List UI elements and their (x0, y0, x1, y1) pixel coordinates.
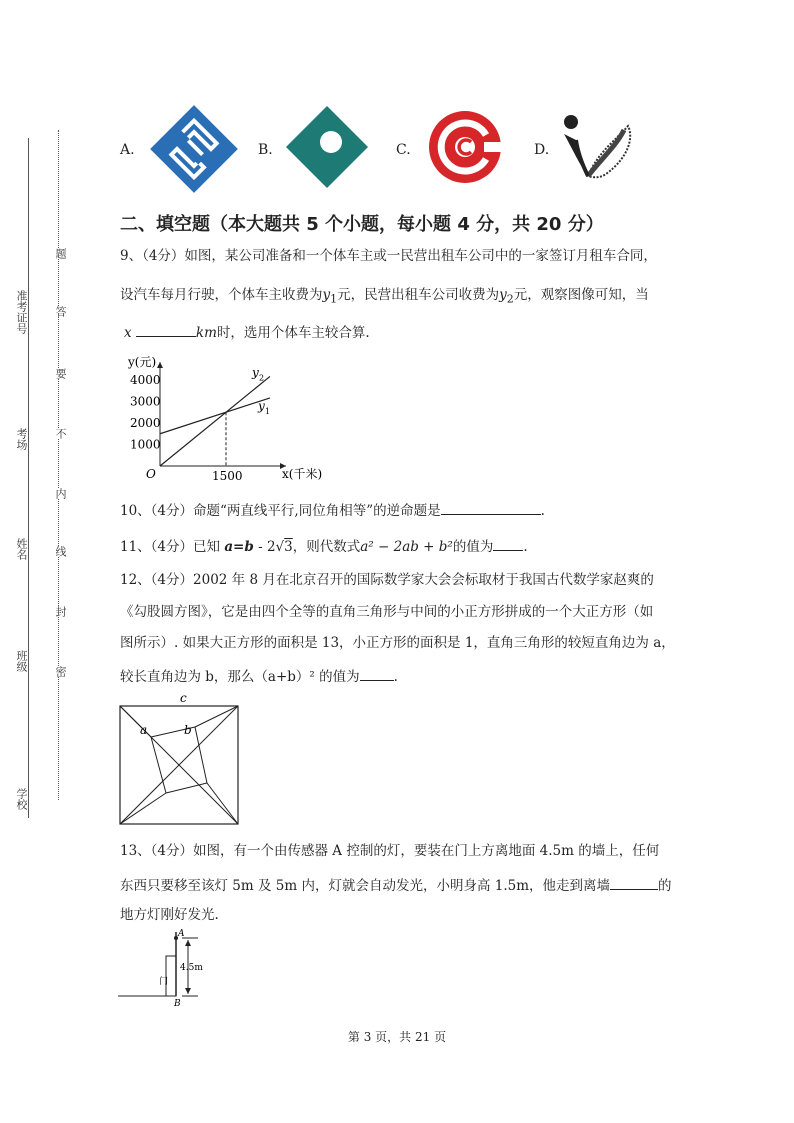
q11-end: . (523, 539, 528, 555)
option-a-logo (148, 103, 240, 195)
q9-y1: y (322, 287, 331, 303)
chart-y-tick-label: 2000 (130, 416, 161, 430)
q12-figure (114, 690, 246, 832)
q13-line2 (120, 877, 672, 894)
seal-char: 内 (54, 488, 67, 499)
q13-fig-label-a: A (178, 929, 185, 939)
q12-line3: 图所示）. 如果大正方形的面积是 13，小正方形的面积是 1，直角三角形的较短直角边为 a， (120, 635, 675, 651)
q12-end: . (393, 669, 398, 685)
page-footer: 第 3 页，共 21 页 (347, 1030, 447, 1044)
q13-text: 东西只要移至该灯 5m 及 5m 内，灯就会自动发光，小明身高 1.5m，他走到离墙 (120, 878, 611, 894)
chart-y-tick-label: 1000 (130, 437, 161, 452)
option-a-letter: A. (120, 142, 135, 158)
q12-line2: 《勾股圆方图》，它是由四个全等的直角三角形与中间的小正方形拼成的一个大正方形（如 (120, 604, 654, 620)
option-b-letter: B. (258, 142, 273, 158)
sidebar-label-name: 姓名 (15, 538, 28, 560)
q12-line1: 12、（4分）2002 年 8 月在北京召开的国际数学家大会会标取材于我国古代数学家赵爽的 (120, 572, 654, 588)
q9-answer-blank[interactable] (136, 324, 196, 337)
q9-x-var: x (124, 325, 132, 341)
q11-expression: a² − 2ab + b² (360, 539, 453, 555)
q13-answer-blank[interactable] (610, 877, 658, 890)
q9-line3 (124, 324, 370, 341)
chart-origin-label: O (146, 467, 156, 481)
q10-answer-blank[interactable] (441, 502, 541, 515)
q9-chart (118, 350, 348, 490)
chart-series-label-sub: 2 (259, 373, 265, 383)
q12-fig-label-b: b (184, 723, 192, 737)
seal-char: 封 (54, 606, 67, 617)
q13-figure (116, 926, 212, 1010)
option-c-logo (426, 108, 504, 186)
chart-series-label: y (252, 365, 259, 380)
seal-char: 要 (54, 368, 67, 379)
q11-text: 11、（4分）已知 (120, 539, 225, 555)
q13-fig-label-b: B (174, 999, 181, 1009)
seal-char: 不 (54, 428, 67, 439)
chart-series-label-sub: 1 (265, 406, 271, 416)
option-d-logo (558, 112, 636, 184)
chart-x-label: x(千米) (282, 467, 323, 481)
q11-radicand: 3 (284, 539, 293, 555)
q10-text: 10、（4分）命题“两直线平行,同位角相等”的逆命题是 (120, 503, 441, 519)
seal-char: 线 (54, 546, 67, 557)
q12-text: 较长直角边为 b，那么（a+b）² 的值为 (120, 669, 360, 685)
q11-line (120, 538, 528, 555)
binding-solid-line (28, 138, 29, 818)
chart-y-arrow (157, 362, 163, 368)
seal-char: 题 (54, 248, 67, 259)
q9-line2 (120, 289, 649, 305)
q9-text: 元，观察图像可知，当 (513, 287, 649, 303)
sidebar-label-school: 学校 (15, 788, 28, 810)
q11-text: - 2 (253, 539, 276, 555)
q11-text: ，则代数式 (292, 539, 361, 555)
sidebar-label-class: 班级 (15, 650, 28, 672)
q9-text: 元，民营出租车公司收费为 (337, 287, 500, 303)
q13-text: 的 (658, 878, 672, 894)
binding-dotted-line (58, 130, 59, 800)
q12-answer-blank[interactable] (360, 668, 394, 681)
sidebar-label-exam-id: 准考证号 (15, 290, 28, 334)
option-b-logo (284, 104, 370, 190)
q9-text: 时，选用个体车主较合算. (216, 325, 370, 341)
q9-y1-sub: 1 (330, 292, 338, 306)
q9-text: 设汽车每月行驶，个体车主收费为 (120, 287, 323, 303)
chart-y-tick-label: 3000 (130, 394, 161, 409)
seal-char: 答 (54, 306, 67, 317)
q12-fig-label-a: a (140, 723, 148, 737)
chart-x-tick-label: 1500 (212, 469, 243, 483)
q9-line1: 9、（4分）如图，某公司准备和一个体车主或一民营出租车公司中的一家签订月租车合同， (120, 248, 657, 264)
chart-series-line (160, 398, 270, 434)
q9-y2-sub: 2 (506, 292, 514, 306)
seal-char: 密 (54, 666, 67, 677)
section-title: 二、填空题（本大题共 5 个小题，每小题 4 分，共 20 分） (120, 214, 604, 235)
q10-end: . (540, 503, 545, 519)
chart-y-label: y(元) (128, 355, 157, 369)
q9-y2: y (499, 287, 507, 303)
q13-fig-height: 4.5m (180, 963, 203, 973)
chart-series-line (160, 376, 270, 466)
q13-line3: 地方灯刚好发光. (120, 907, 219, 923)
q13-line1: 13、（4分）如图，有一个由传感器 A 控制的灯，要装在门上方离地面 4.5m 的墙上，任何 (120, 843, 660, 859)
q12-line4 (120, 668, 398, 685)
q11-text: 的值为 (452, 539, 494, 555)
q12-fig-label-c: c (180, 691, 187, 705)
q9-unit: km (195, 325, 217, 341)
option-d-letter: D. (534, 142, 550, 158)
sidebar-label-room: 考场 (15, 428, 28, 450)
q13-fig-door: 门 (159, 977, 169, 987)
option-c-letter: C. (396, 142, 411, 158)
q11-answer-blank[interactable] (493, 538, 523, 551)
q11-equation: a=b (224, 539, 254, 555)
q10-line (120, 502, 545, 519)
q11-sqrt: √3 (275, 539, 293, 555)
chart-y-tick-label: 4000 (130, 373, 161, 387)
chart-series-label: y (258, 398, 265, 413)
